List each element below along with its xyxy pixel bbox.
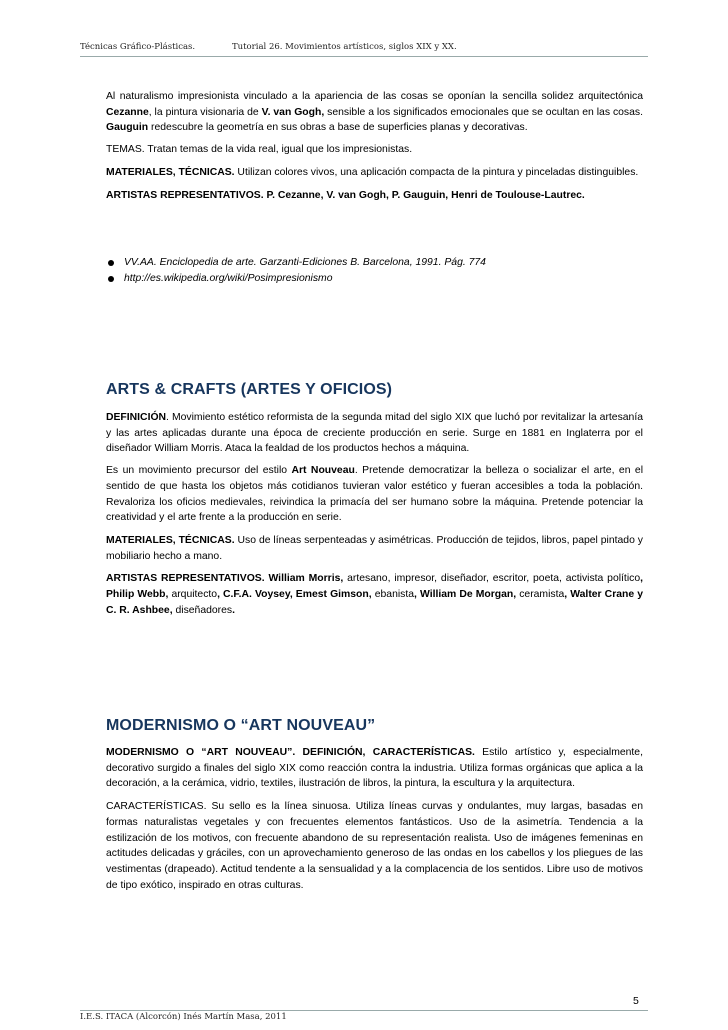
bullet-icon (108, 276, 114, 282)
arts-crafts-block (106, 410, 643, 618)
header-left: Técnicas Gráfico-Plásticas. (80, 42, 196, 52)
header-divider (80, 56, 648, 57)
temas-paragraph: TEMAS. Tratan temas de la vida real, igual que los impresionistas. (106, 144, 413, 156)
materiales-paragraph: MATERIALES, TÉCNICAS. Utilizan colores vivos, una aplicación compacta de la pintura y pinceladas distinguibles. (106, 166, 639, 178)
precursor-paragraph: Es un movimiento precursor del estilo Art Nouveau. Pretende democratizar la belleza o socializar el arte, en el sentido de que hasta los objetos más cotidianos tuvieran valor estético y fueran accesibles a toda la población. Revaloriza los oficios medievales, reivindica la primacía del ser humano sobre la máquina. Pretende potenciar la creatividad y el arte frente a la producción en serie. (106, 465, 644, 524)
page-number: 5 (633, 995, 639, 1007)
page-footer: I.E.S. ITACA (Alcorcón) Inés Martín Masa, 2011 (80, 1012, 287, 1022)
page-header (80, 42, 457, 52)
modernismo-block (106, 745, 643, 893)
reference-item: VV.AA. Enciclopedia de arte. Garzanti-Ediciones B. Barcelona, 1991. Pág. 774 (106, 255, 486, 271)
artistas-paragraph: ARTISTAS REPRESENTATIVOS. P. Cezanne, V. van Gogh, P. Gauguin, Henri de Toulouse-Lautrec. (106, 189, 585, 201)
section-title-arts-crafts: ARTS & CRAFTS (ARTES Y OFICIOS) (106, 381, 393, 398)
caracteristicas-paragraph: CARACTERÍSTICAS. Su sello es la línea sinuosa. Utiliza líneas curvas y ondulantes, muy largas, basadas en formas naturalistas vegetales y con frecuentes elementos fantásticos. Uso de la asimetría. Tendencia a la estilización de los motivos, con frecuente abandono de su representación realista. Uso de imágenes femeninas en actitudes delicadas y gráciles, con un aprovechamiento generoso de las ondas en los cabellos y los pliegues de las vestimentas (drapeado). Actitud tendente a la sensualidad y a la complacencia de los sentidos. Libre uso de motivos de tipo exótico, inspirado en otras culturas. (106, 801, 643, 891)
definition-paragraph: DEFINICIÓN. Movimiento estético reformista de la segunda mitad del siglo XIX que luchó por revitalizar la artesanía y las artes aplicadas durante una época de creciente producción en serie. Surge en 1881 en Inglaterra por el diseñador William Morris. Ataca la fealdad de los productos hechos a máquina. (106, 412, 643, 455)
artists-paragraph: ARTISTAS REPRESENTATIVOS. William Morris, artesano, impresor, diseñador, escritor, poeta, activista político, Philip Webb, arquitecto, C.F.A. Voysey, Emest Gimson, ebanista, William De Morgan, ceramista, Walter Crane y C. R. Ashbee, diseñadores. (106, 573, 643, 616)
header-center: Tutorial 26. Movimientos artísticos, siglos XIX y XX. (232, 42, 457, 52)
intro-block (106, 89, 643, 203)
section-title-modernismo: MODERNISMO O “ART NOUVEAU” (106, 717, 376, 734)
bullet-icon (108, 260, 114, 266)
references-list (106, 255, 486, 286)
reference-link[interactable]: http://es.wikipedia.org/wiki/Posimpresionismo (106, 271, 486, 287)
footer-divider (80, 1010, 648, 1011)
techniques-paragraph: MATERIALES, TÉCNICAS. Uso de líneas serpenteadas y asimétricas. Producción de tejidos, libros, papel pintado y mobiliario hecho a mano. (106, 534, 643, 562)
intro-paragraph: Al naturalismo impresionista vinculado a la apariencia de las cosas se oponían la sencilla solidez arquitectónica Cezanne, la pintura visionaria de V. van Gogh, sensible a los significados emocionales que se ocultan en las cosas. Gauguin redescubre la geometría en sus obras a base de superficies planas y decorativas. (106, 91, 643, 134)
modernismo-definition-paragraph: MODERNISMO O “ART NOUVEAU”. DEFINICIÓN, CARACTERÍSTICAS. Estilo artístico y, especialmente, decorativo surgido a finales del siglo XIX como reacción contra la industria. Utiliza formas orgánicas que aplica a la decoración, a la cerámica, vidrio, textiles, ilustración de libros, la pintura, la escultura y la arquitectura. (106, 747, 643, 790)
